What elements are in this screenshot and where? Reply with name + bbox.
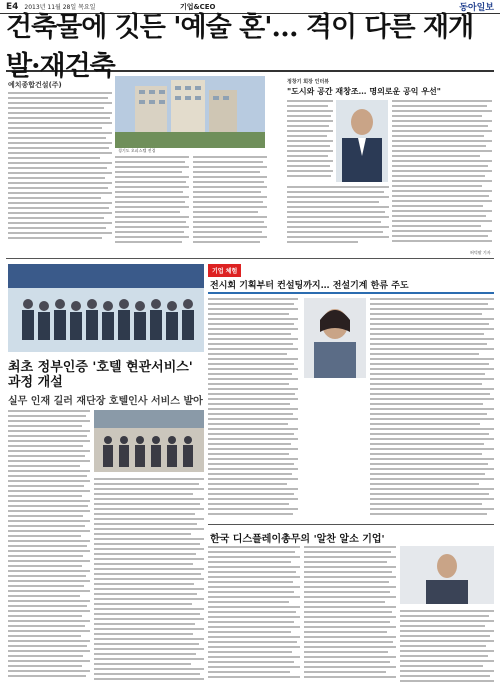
issue-date: 2013년 11월 28일 목요일	[24, 4, 96, 11]
hotel-text-col1	[8, 410, 90, 686]
hotel-subheadline: 실무 인재 길러 재단장 호텔인사 서비스 발아	[8, 396, 203, 407]
main-headline: 건축물에 깃든 '예술 혼'… 격이 다른 재개발·재건축	[6, 12, 474, 82]
display-text-col3	[400, 610, 494, 686]
page-number: E4	[6, 1, 19, 12]
section-label: 기업 체험	[208, 264, 241, 277]
hotel-text-col2	[94, 478, 204, 686]
reporter-credit: 허덕팔 기자	[470, 250, 491, 255]
article-text-col1	[8, 92, 112, 247]
interview-label: 정창기 회장 인터뷰	[287, 79, 330, 85]
section-name: 기업&CEO	[180, 2, 216, 11]
building-illustration	[115, 76, 265, 148]
woman-photo	[304, 298, 366, 378]
group-photo	[8, 264, 204, 352]
interview-headline: "도시와 공간 재창조… 명의로운 공익 우선"	[287, 86, 441, 96]
lower-divider	[208, 524, 494, 525]
article-text-col2	[115, 156, 189, 248]
display-text-col2	[304, 546, 396, 686]
expo-text-col1	[208, 298, 298, 520]
display-headline: 한국 디스플레이총무의 '알찬 알소 기업'	[210, 534, 385, 545]
photo-caption: 경기도 오피스텔 전경	[118, 148, 156, 153]
hotel-class-photo	[94, 410, 204, 472]
interview-text-col2	[392, 100, 492, 248]
building-photo	[115, 76, 265, 148]
blue-rule	[208, 292, 494, 294]
display-text-col1	[208, 546, 300, 686]
company-name: 예치종합건설(주)	[8, 81, 62, 89]
ceo-small-photo	[400, 546, 494, 604]
ceo-photo	[336, 100, 388, 182]
interview-text-col1	[287, 100, 333, 182]
section-divider	[6, 258, 494, 259]
expo-text-col2	[370, 298, 494, 520]
expo-headline: 전시회 기획부터 컨설팅까지… 전설기계 한류 주도	[210, 281, 409, 291]
publisher-logo: 동아일보	[459, 3, 494, 13]
hotel-headline: 최초 정부인증 '호텔 현관서비스' 과정 개설	[8, 360, 193, 390]
article-text-col3	[193, 156, 267, 248]
interview-text-col3	[287, 186, 389, 248]
